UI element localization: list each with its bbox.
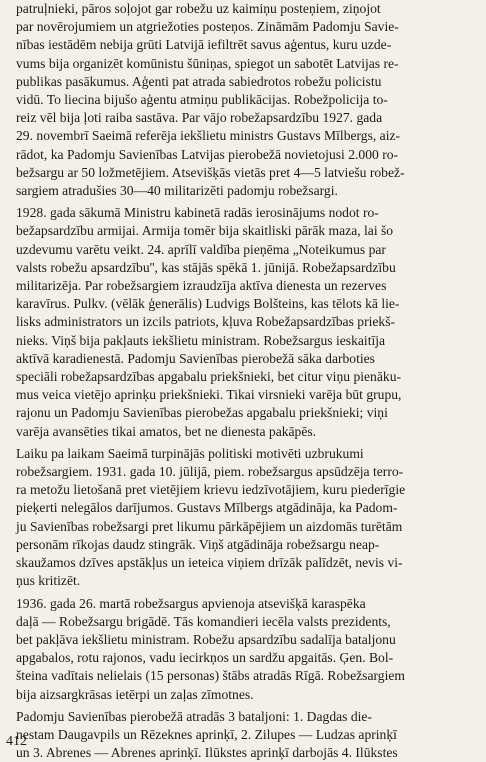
text-line: karavīrus. Pulkv. (vēlāk ģenerālis) Ludvigs Bolšteins, kas tēlots kā lie-: [16, 296, 400, 312]
paragraph-4: [16, 595, 476, 704]
text-line: speciāli robežapsardzības apgabalu priekšnieki, bet citur viņu pienāku-: [16, 369, 402, 385]
text-line: robežsargiem. 1931. gada 10. jūlijā, piem. robežsargus apsūdzēja terro-: [16, 464, 404, 480]
text-line: par novērojumiem un atgriežoties posteņos. Zināmām Padomju Savie-: [16, 19, 399, 35]
text-line: lisks administrators un izcils patriots, kļuva Robežapsardzības priekš-: [16, 314, 396, 330]
text-line: bija aizsargkrāsas ietērpi un zaļas zīmotnes.: [16, 686, 254, 702]
text-line: bet pakļāva iekšlietu ministram. Robežu apsardzību sadalīja bataljonu: [16, 631, 396, 647]
text-line: daļā — Robežsargu brigādē. Tās komandieri iecēla valsts prezidents,: [16, 613, 391, 629]
page-number: 412: [6, 734, 27, 749]
text-line: varēja avansēties tikai amatos, bet ne dienesta pakāpēs.: [16, 423, 317, 439]
text-line: bežapsardzību armijai. Armija tomēr bija skaitliski pārāk maza, lai šo: [16, 223, 394, 239]
text-line: personām rīkojas daudz stingrāk. Viņš atgādināja robežsargu neap-: [16, 536, 380, 552]
paragraph-1: [16, 0, 476, 200]
text-line: nestam Daugavpils un Rēzeknes aprinķī, 2. Zilupes — Ludzas aprinķī: [16, 726, 397, 742]
text-line: nieks. Viņš bija pakļauts iekšlietu ministram. Robežsargus ieskaitīja: [16, 332, 386, 348]
text-line: valsts robežu apsardzību'', kas stājās spēkā 1. jūnijā. Robežapsardzību: [16, 259, 396, 275]
text-line: skaužamos dzīves apstākļus un ieteica viņiem drīzāk palīdzēt, nevis vi-: [16, 555, 403, 571]
text-line: rajonu un Padomju Savienības pierobežas apgabalu priekšnieki; viņi: [16, 405, 388, 421]
text-line: publikas pasākumus. Aģenti pat atrada sabiedrotos robežu policistu: [16, 73, 382, 89]
paragraph-5: [16, 708, 476, 762]
text-line: reiz vēl bija ļoti raiba sastāva. Par vājo robežapsardzību 1927. gada: [16, 110, 383, 126]
text-line: 29. novembrī Saeimā referēja iekšlietu ministrs Gustavs Mīlbergs, aiz-: [16, 128, 401, 144]
body-text: [16, 0, 476, 762]
text-line: Laiku pa laikam Saeimā turpinājās politiski motivēti uzbrukumi: [16, 445, 364, 461]
text-line: ra metožu lietošanā pret vietējiem krievu iedzīvotājiem, kuru piederīgie: [16, 482, 406, 498]
text-line: pieķerti nelegālos darījumos. Gustavs Mīlbergs atgādināja, ka Padom-: [16, 500, 398, 516]
text-line: 1936. gada 26. martā robežsargus apvienoja atsevišķā karaspēka: [16, 595, 366, 611]
text-line: aktīvā karadienestā. Padomju Savienības pierobežā sāka darboties: [16, 350, 375, 366]
text-line: Padomju Savienības pierobežā atradās 3 bataljoni: 1. Dagdas die-: [16, 708, 372, 724]
text-line: nības iestādēm nebija grūti Latvijā iefiltrēt savus aģentus, kuru uzde-: [16, 37, 392, 53]
text-line: bežsargu ar 50 ložmetējiem. Atsevišķās vietās pret 4—5 latviešu robež-: [16, 164, 405, 180]
text-line: patruļnieki, pāros soļojot gar robežu uz kaimiņu posteņiem, ziņojot: [16, 1, 381, 16]
text-line: ju Savienības robežsargi pret likumu pārkāpējiem un aizdomās turētām: [16, 518, 403, 534]
text-line: vums bija organizēt komūnistu šūniņas, spiegot un sabotēt Latvijas re-: [16, 55, 399, 71]
text-line: rādot, ka Padomju Savienības Latvijas pierobežā novietojusi 2.000 ro-: [16, 146, 399, 162]
text-line: apgabalos, rotu rajonos, vadu iecirkņos un sardžu apgaitās. Ģen. Bol-: [16, 650, 394, 666]
text-line: sargiem atradušies 30—40 militarizēti padomju robežsargi.: [16, 183, 338, 199]
text-line: uzdevumu varētu veikt. 24. aprīlī valdība pieņēma „Noteikumus par: [16, 241, 386, 257]
paragraph-3: [16, 445, 476, 591]
paragraph-2: [16, 204, 476, 441]
text-line: militarizēja. Par robežsargiem izraudzīja aktīva dienesta un rezerves: [16, 278, 387, 294]
text-line: mus veica vietējo aprinķu priekšnieki. Tikai virsnieki varēja būt grupu,: [16, 387, 402, 403]
text-line: 1928. gada sākumā Ministru kabinetā radās ierosinājums nodot ro-: [16, 205, 379, 221]
text-line: šteina vadītais nelielais (15 personas) štābs atradās Rīgā. Robežsargiem: [16, 668, 405, 684]
text-line: vidū. To liecina bijušo aģentu atmiņu publikācijas. Robežpolicija to-: [16, 92, 388, 108]
text-line: un 3. Abrenes — Abrenes aprinķī. Ilūkstes aprinķī darbojās 4. Ilūkstes: [16, 745, 398, 761]
text-line: ņus kritizēt.: [16, 573, 81, 589]
